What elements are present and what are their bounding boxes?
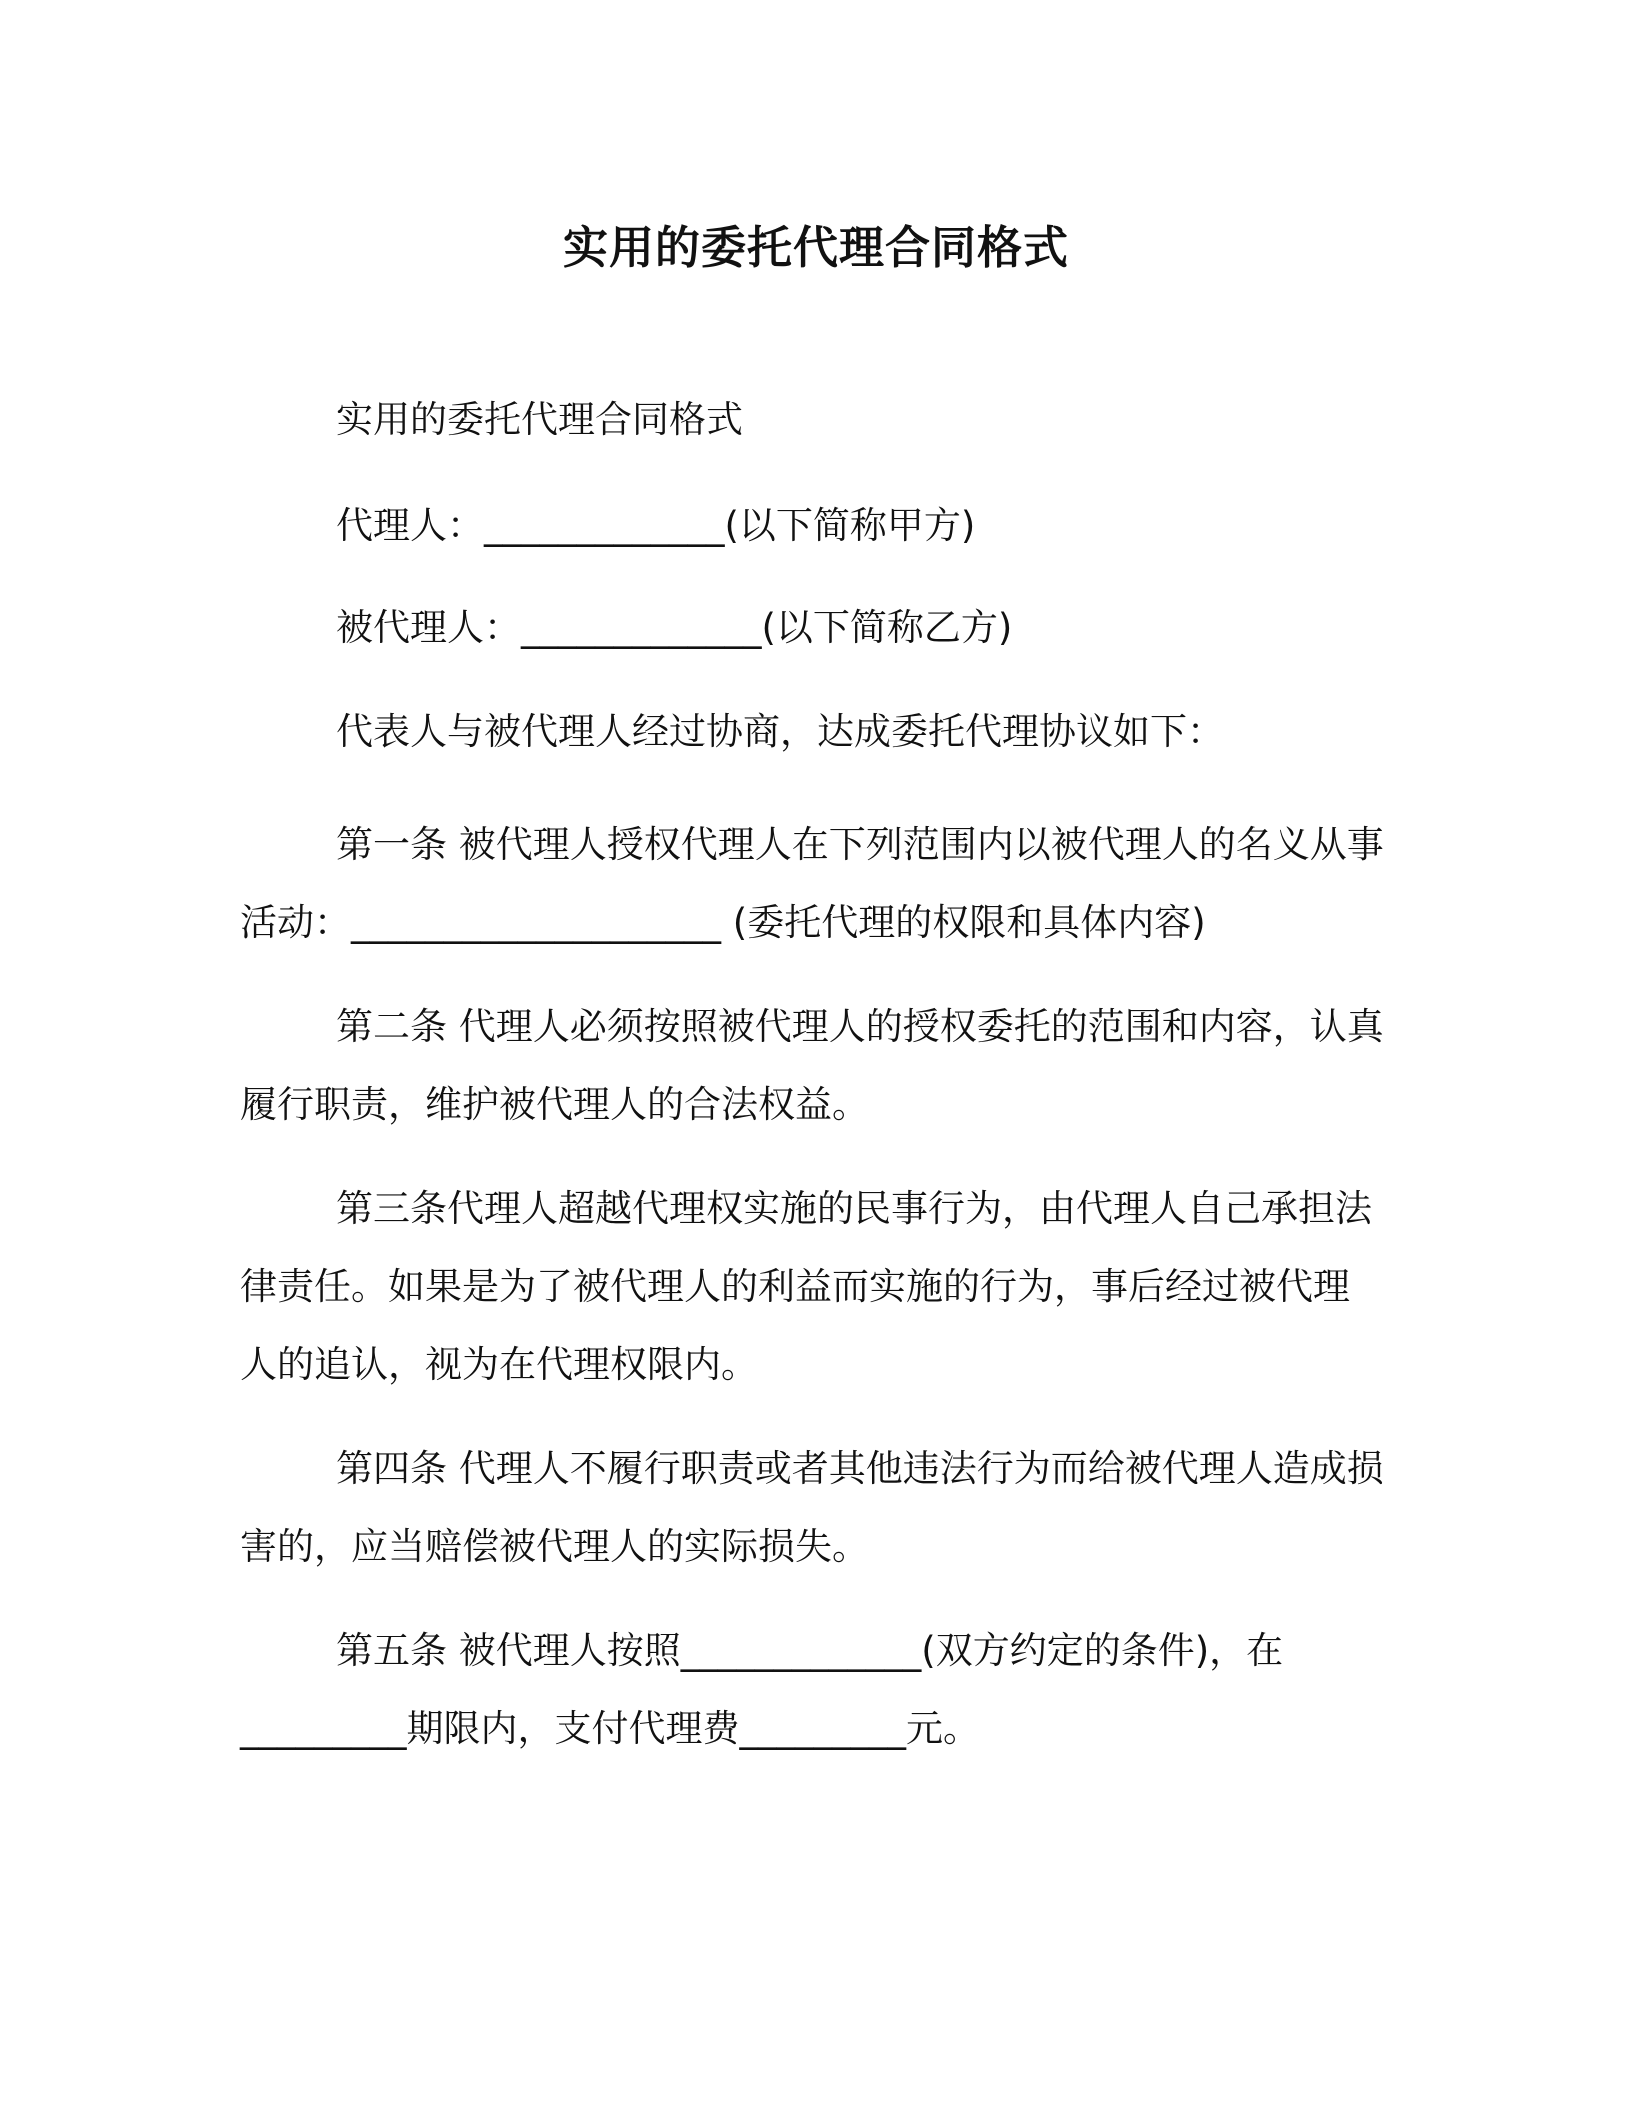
article-1 bbox=[240, 806, 1384, 962]
subtitle-paragraph bbox=[336, 390, 743, 450]
article-2-line-2: 履行职责，维护被代理人的合法权益。 bbox=[240, 1083, 869, 1126]
article-1-line-2: 活动：____________________ (委托代理的权限和具体内容) bbox=[240, 901, 1206, 944]
article-1-line-1: 第一条 被代理人授权代理人在下列范围内以被代理人的名义从事 bbox=[336, 823, 1384, 866]
agent-paragraph bbox=[336, 496, 975, 556]
intro-paragraph bbox=[336, 702, 1224, 762]
article-4 bbox=[240, 1430, 1384, 1586]
article-5 bbox=[240, 1612, 1283, 1768]
agent-text: 代理人：_____________(以下简称甲方) bbox=[336, 504, 976, 547]
article-2-line-1: 第二条 代理人必须按照被代理人的授权委托的范围和内容，认真 bbox=[336, 1005, 1384, 1048]
article-3 bbox=[240, 1170, 1372, 1404]
article-3-line-3: 人的追认，视为在代理权限内。 bbox=[240, 1343, 758, 1386]
article-4-line-2: 害的，应当赔偿被代理人的实际损失。 bbox=[240, 1525, 869, 1568]
article-2 bbox=[240, 988, 1384, 1144]
article-4-line-1: 第四条 代理人不履行职责或者其他违法行为而给被代理人造成损 bbox=[336, 1447, 1384, 1490]
principal-paragraph bbox=[336, 598, 1012, 658]
article-5-line-1: 第五条 被代理人按照_____________(双方约定的条件)，在 bbox=[336, 1629, 1284, 1672]
principal-text: 被代理人：_____________(以下简称乙方) bbox=[336, 606, 1013, 649]
document-title: 实用的委托代理合同格式 bbox=[562, 221, 1069, 274]
article-3-line-2: 律责任。如果是为了被代理人的利益而实施的行为，事后经过被代理 bbox=[240, 1265, 1350, 1308]
article-5-line-2: _________期限内，支付代理费_________元。 bbox=[240, 1707, 980, 1750]
intro-text: 代表人与被代理人经过协商，达成委托代理协议如下： bbox=[336, 710, 1224, 753]
subtitle-text: 实用的委托代理合同格式 bbox=[336, 398, 743, 441]
article-3-line-1: 第三条代理人超越代理权实施的民事行为，由代理人自己承担法 bbox=[336, 1187, 1372, 1230]
